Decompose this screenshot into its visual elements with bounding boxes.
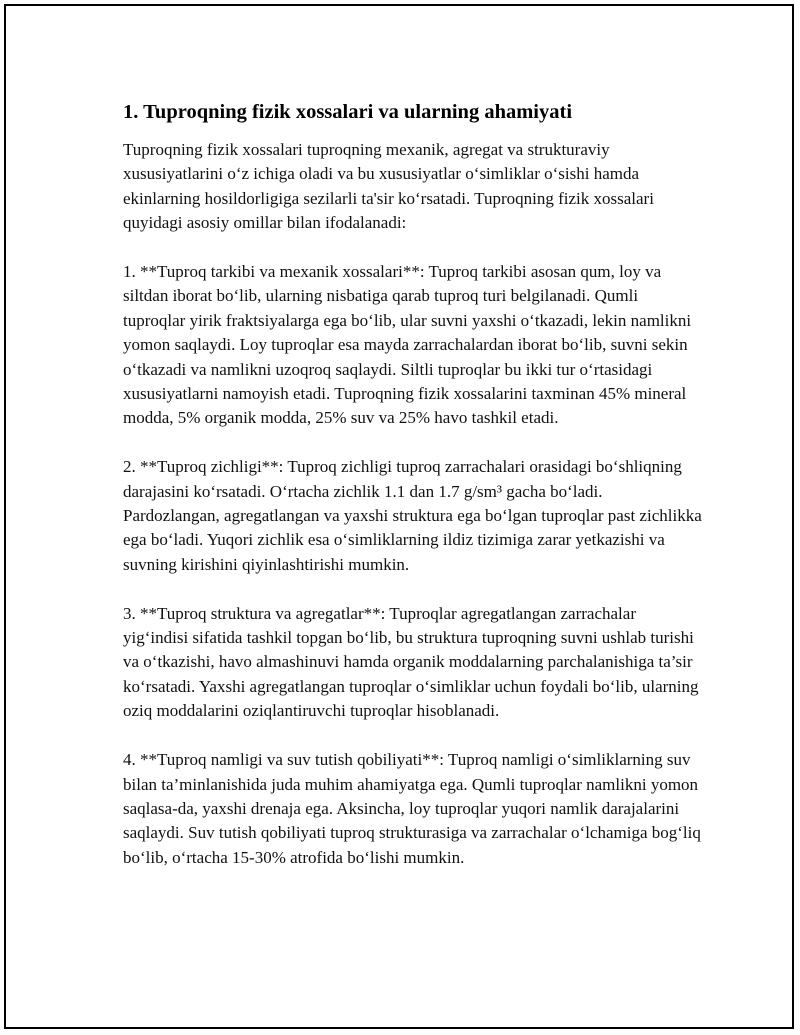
paragraph-density: 2. **Tuproq zichligi**: Tuproq zichligi tuproq zarrachalari orasidagi bo‘shliqning darajasini ko‘rsatadi. O‘rtacha zichlik 1.1 dan 1.7 g/sm³ gacha bo‘ladi. Pardozlangan, agregatlangan va yaxshi struktura ega bo‘lgan tuproqlar past zichlikka ega bo‘ladi. Yuqori zichlik esa o‘simliklarning ildiz tizimiga zarar yetkazishi va suvning kirishini qiyinlashtirishi mumkin. bbox=[123, 457, 702, 574]
paragraph-moisture: 4. **Tuproq namligi va suv tutish qobiliyati**: Tuproq namligi o‘simliklarning suv bilan ta’minlanishida juda muhim ahamiyatga ega. Qumli tuproqlar namlikni yomon saqlasa-da, yaxshi drenaja ega. Aksincha, loy tuproqlar yuqori namlik darajalarini saqlaydi. Suv tutish qobiliyati tuproq strukturasiga va zarrachalar o‘lchamiga bog‘liq bo‘lib, o‘rtacha 15-30% atrofida bo‘lishi mumkin. bbox=[123, 750, 701, 867]
section-heading: 1. Tuproqning fizik xossalari va ularning ahamiyati bbox=[123, 101, 573, 123]
paragraph-composition: 1. **Tuproq tarkibi va mexanik xossalari**: Tuproq tarkibi asosan qum, loy va siltdan iborat bo‘lib, ularning nisbatiga qarab tuproq turi belgilanadi. Qumli tuproqlar yirik fraktsiyalarga ega bo‘lib, ular suvni yaxshi o‘tkazadi, lekin namlikni yomon saqlaydi. Loy tuproqlar esa mayda zarrachalardan iborat bo‘lib, suvni sekin o‘tkazadi va namlikni uzoqroq saqlaydi. Siltli tuproqlar bu ikki tur o‘rtasidagi xususiyatlarni namoyish etadi. Tuproqning fizik xossalarini taxminan 45% mineral modda, 5% organik modda, 25% suv va 25% havo tashkil etadi. bbox=[123, 262, 692, 428]
paragraph-structure: 3. **Tuproq struktura va agregatlar**: Tuproqlar agregatlangan zarrachalar yig‘indisi sifatida tashkil topgan bo‘lib, bu struktura tuproqning suvni ushlab turishi va o‘tkazishi, havo almashinuvi hamda organik moddalarning parchalanishiga ta’sir ko‘rsatadi. Yaxshi agregatlangan tuproqlar o‘simliklar uchun foydali bo‘lib, ularning oziq moddalarini oziqlantiruvchi tuproqlar hisoblanadi. bbox=[123, 603, 699, 721]
intro-paragraph: Tuproqning fizik xossalari tuproqning mexanik, agregat va strukturaviy xususiyatlarini o‘z ichiga oladi va bu xususiyatlar o‘simliklar o‘sishi hamda ekinlarning hosildorligiga sezilarli ta'sir ko‘rsatadi. Tuproqning fizik xossalari quyidagi asosiy omillar bilan ifodalanadi: bbox=[123, 140, 654, 233]
document-body bbox=[123, 98, 703, 895]
page-frame bbox=[4, 4, 794, 1029]
